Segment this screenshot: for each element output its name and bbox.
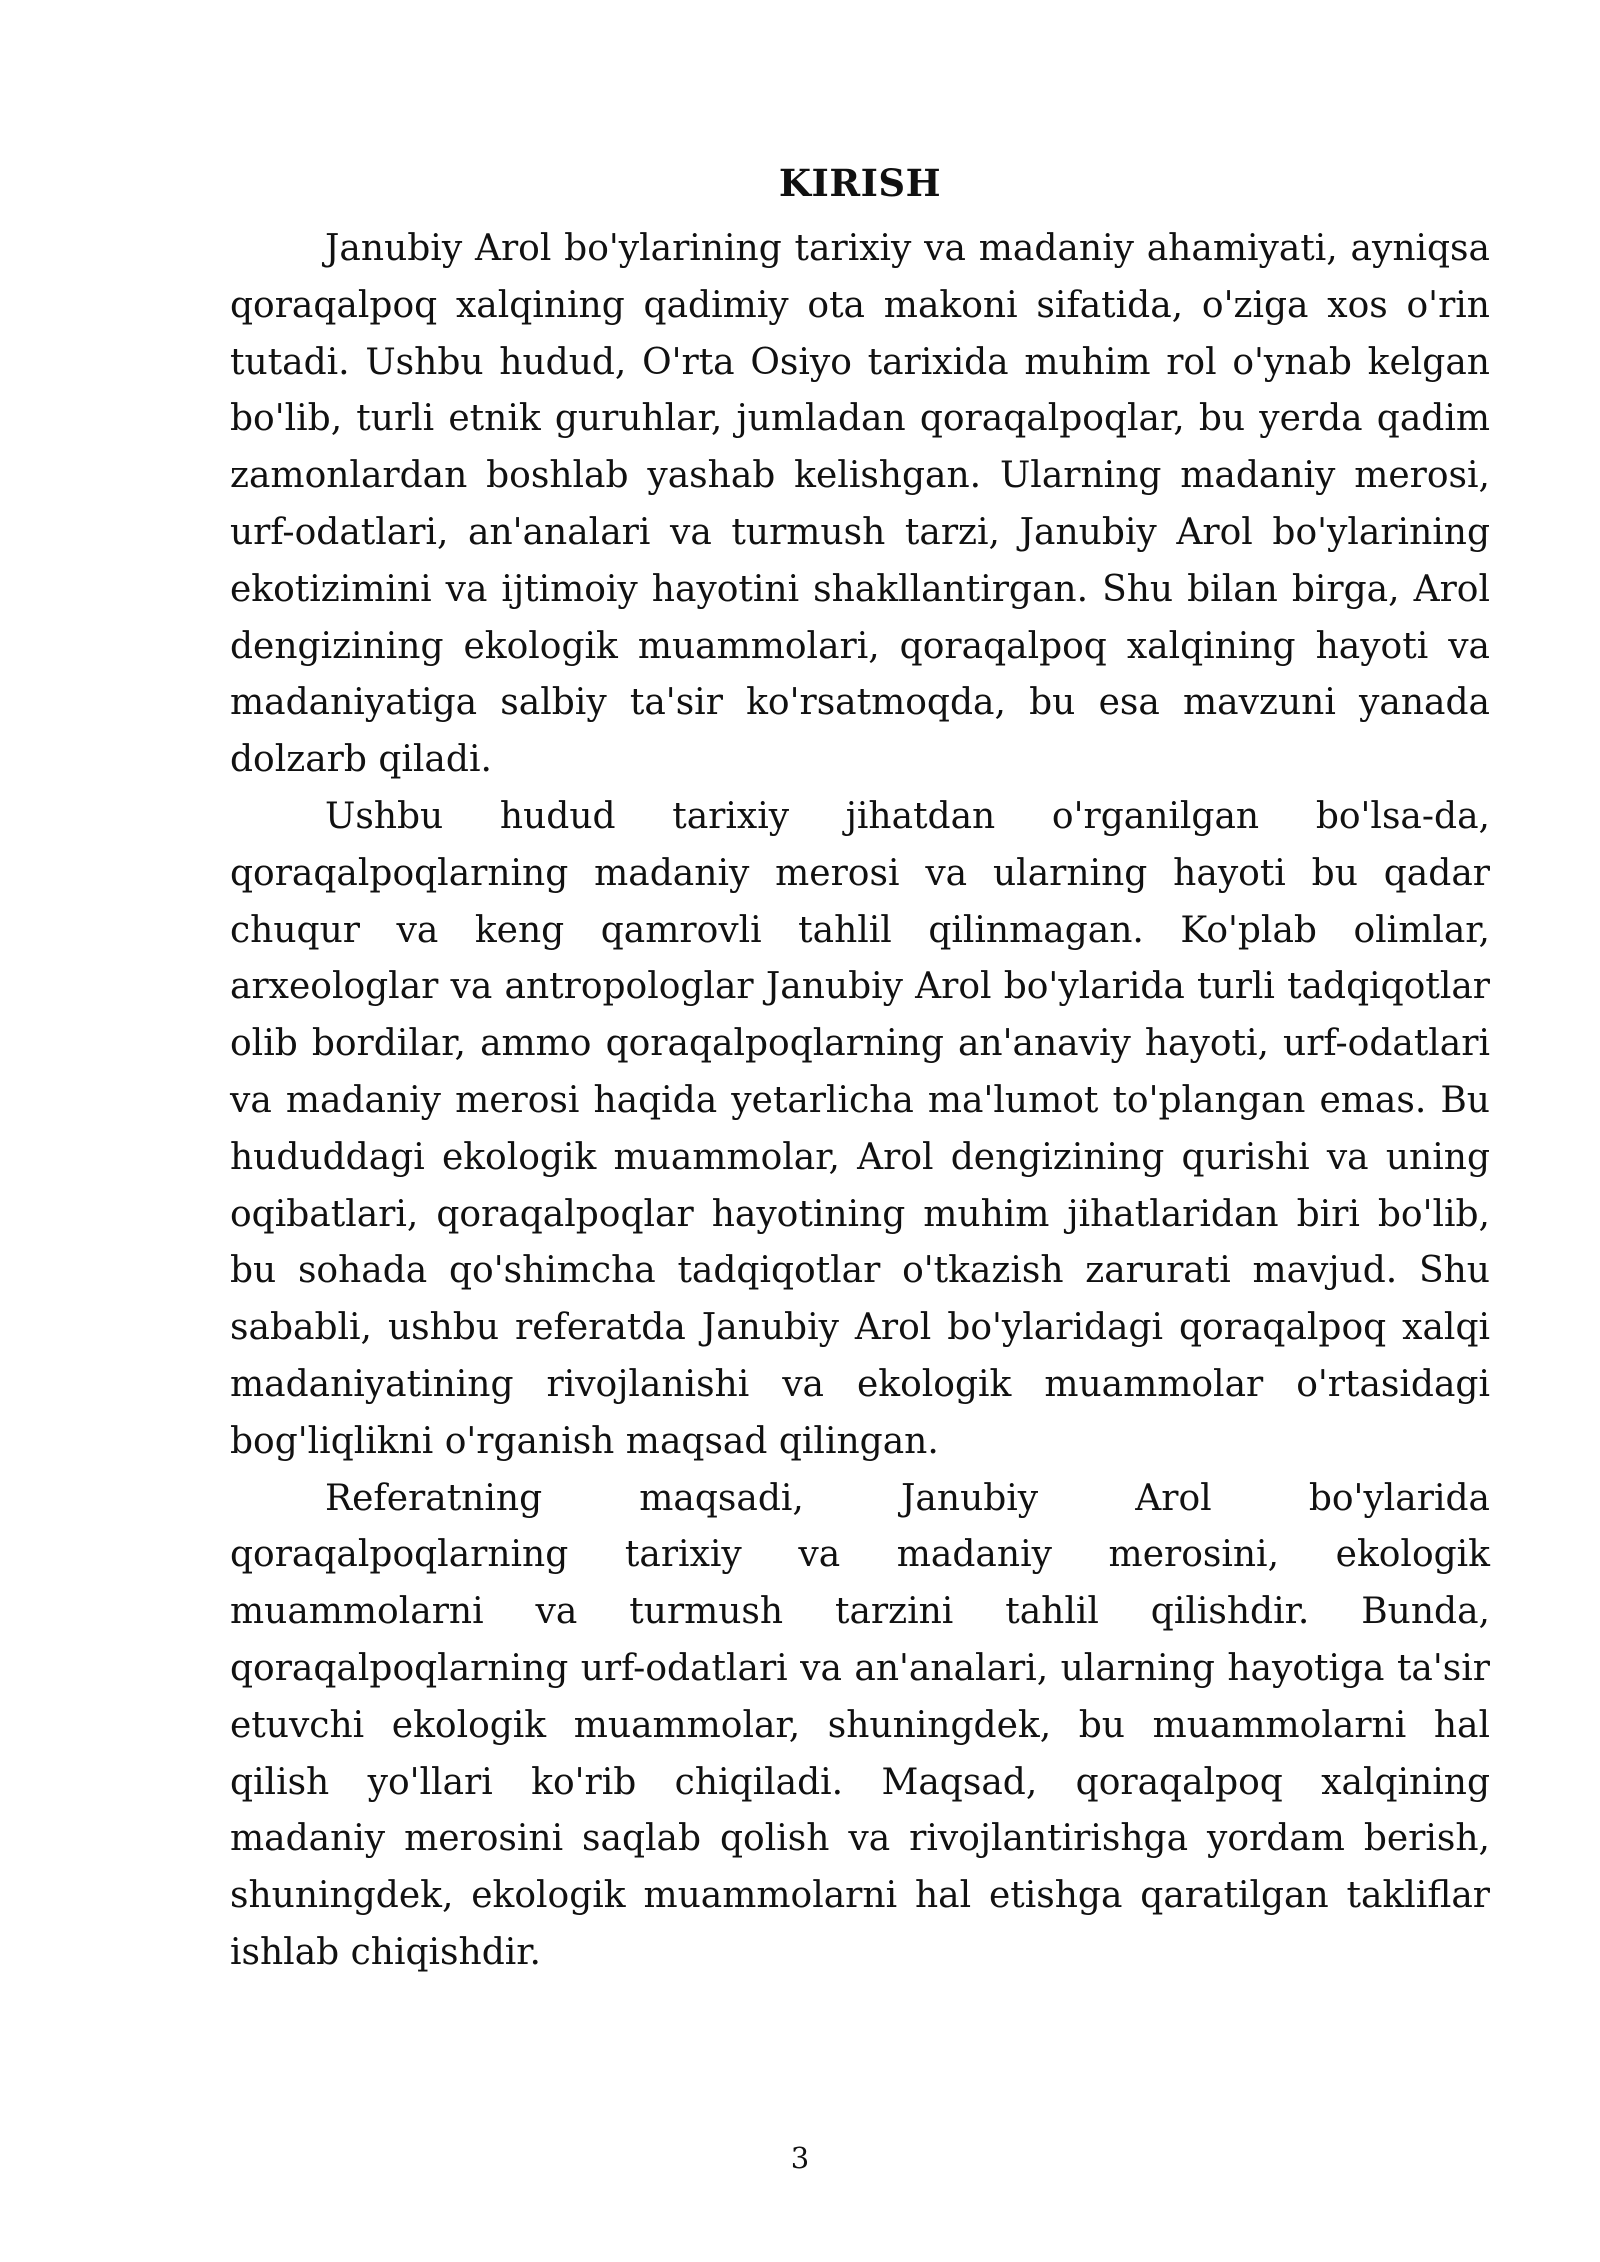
page-content <box>230 155 1490 1982</box>
paragraph-1: Janubiy Arol bo'ylarining tarixiy va madaniy ahamiyati, ayniqsa qoraqalpoq xalqining qadimiy ota makoni sifatida, o'ziga xos o'rin tutadi. Ushbu hudud, O'rta Osiyo tarixida muhim rol o'ynab kelgan bo'lib, turli etnik guruhlar, jumladan qoraqalpoqlar, bu yerda qadim zamonlardan boshlab yashab kelishgan. Ularning madaniy merosi, urf-odatlari, an'analari va turmush tarzi, Janubiy Arol bo'ylarining ekotizimini va ijtimoiy hayotini shakllantirgan. Shu bilan birga, Arol dengizining ekologik muammolari, qoraqalpoq xalqining hayoti va madaniyatiga salbiy ta'sir ko'rsatmoqda, bu esa mavzuni yanada dolzarb qiladi. <box>230 228 1490 781</box>
section-title: KIRISH <box>778 161 942 205</box>
paragraph-2: Ushbu hudud tarixiy jihatdan o'rganilgan bo'lsa-da, qoraqalpoqlarning madaniy merosi va ularning hayoti bu qadar chuqur va keng qamrovli tahlil qilinmagan. Ko'plab olimlar, arxeologlar va antropologlar Janubiy Arol bo'ylarida turli tadqiqotlar olib bordilar, ammo qoraqalpoqlarning an'anaviy hayoti, urf-odatlari va madaniy merosi haqida yetarlicha ma'lumot to'plangan emas. Bu hududdagi ekologik muammolar, Arol dengizining qurishi va uning oqibatlari, qoraqalpoqlar hayotining muhim jihatlaridan biri bo'lib, bu sohada qo'shimcha tadqiqotlar o'tkazish zarurati mavjud. Shu sababli, ushbu referatda Janubiy Arol bo'ylaridagi qoraqalpoq xalqi madaniyatining rivojlanishi va ekologik muammolar o'rtasidagi bog'liqlikni o'rganish maqsad qilingan. <box>230 795 1490 1462</box>
page-number: 3 <box>790 2141 810 2175</box>
paragraph-3: Referatning maqsadi, Janubiy Arol bo'ylarida qoraqalpoqlarning tarixiy va madaniy merosini, ekologik muammolarni va turmush tarzini tahlil qilishdir. Bunda, qoraqalpoqlarning urf-odatlari va an'analari, ularning hayotiga ta'sir etuvchi ekologik muammolar, shuningdek, bu muammolarni hal qilish yo'llari ko'rib chiqiladi. Maqsad, qoraqalpoq xalqining madaniy merosini saqlab qolish va rivojlantirishga yordam berish, shuningdek, ekologik muammolarni hal etishga qaratilgan takliflar ishlab chiqishdir. <box>230 1477 1490 1973</box>
